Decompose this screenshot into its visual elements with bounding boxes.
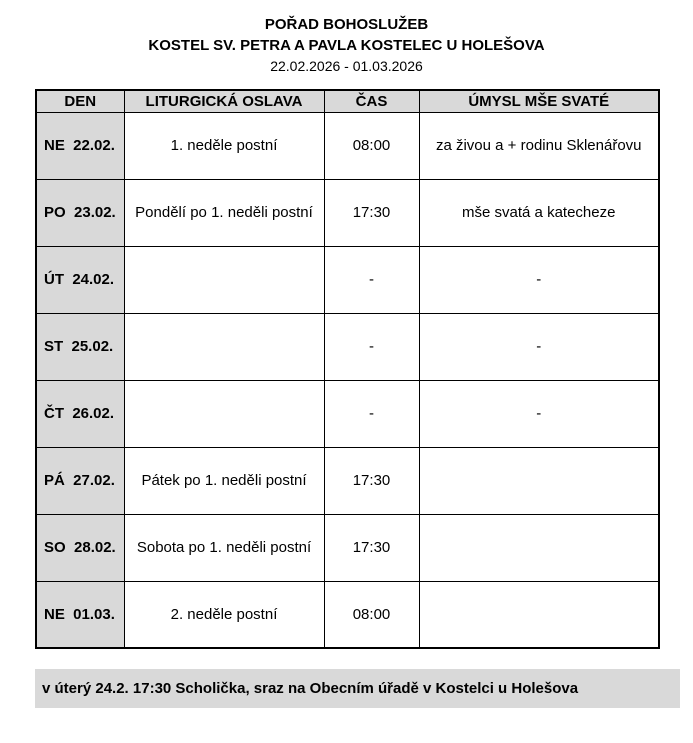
liturgy-cell [124, 246, 324, 313]
liturgy-cell [124, 313, 324, 380]
day-cell: PO 23.02. [36, 179, 124, 246]
table-row [36, 112, 659, 179]
footer-note: v úterý 24.2. 17:30 Scholička, sraz na Obecním úřadě v Kostelci u Holešova [35, 669, 680, 708]
day-cell: ÚT 24.02. [36, 246, 124, 313]
time-cell: - [324, 313, 419, 380]
table-row [36, 246, 659, 313]
intention-cell: - [419, 313, 659, 380]
day-cell: ST 25.02. [36, 313, 124, 380]
document-header [0, 14, 693, 77]
time-cell: 08:00 [324, 581, 419, 648]
day-cell: SO 28.02. [36, 514, 124, 581]
table-row [36, 581, 659, 648]
liturgy-cell: 2. neděle postní [124, 581, 324, 648]
day-cell: NE 01.03. [36, 581, 124, 648]
time-cell: 08:00 [324, 112, 419, 179]
intention-cell: za živou a + rodinu Sklenářovu [419, 112, 659, 179]
liturgy-cell [124, 380, 324, 447]
table-header-row [36, 90, 659, 112]
document-title: POŘAD BOHOSLUŽEB [264, 16, 429, 33]
intention-cell [419, 514, 659, 581]
liturgy-cell: Pátek po 1. neděli postní [124, 447, 324, 514]
intention-cell: - [419, 380, 659, 447]
table-row [36, 313, 659, 380]
intention-cell: mše svatá a katecheze [419, 179, 659, 246]
liturgy-cell: Pondělí po 1. neděli postní [124, 179, 324, 246]
column-header-den: DEN [36, 90, 124, 112]
column-header-oslava: LITURGICKÁ OSLAVA [124, 90, 324, 112]
day-cell: ČT 26.02. [36, 380, 124, 447]
date-range: 22.02.2026 - 01.03.2026 [270, 58, 423, 74]
table-row [36, 380, 659, 447]
table-row [36, 514, 659, 581]
liturgy-cell: 1. neděle postní [124, 112, 324, 179]
column-header-umysl: ÚMYSL MŠE SVATÉ [419, 90, 659, 112]
time-cell: 17:30 [324, 447, 419, 514]
day-cell: PÁ 27.02. [36, 447, 124, 514]
intention-cell [419, 447, 659, 514]
time-cell: 17:30 [324, 179, 419, 246]
time-cell: 17:30 [324, 514, 419, 581]
schedule-table [35, 89, 660, 649]
table-row [36, 447, 659, 514]
column-header-cas: ČAS [324, 90, 419, 112]
table-row [36, 179, 659, 246]
liturgy-cell: Sobota po 1. neděli postní [124, 514, 324, 581]
intention-cell: - [419, 246, 659, 313]
time-cell: - [324, 380, 419, 447]
intention-cell [419, 581, 659, 648]
day-cell: NE 22.02. [36, 112, 124, 179]
time-cell: - [324, 246, 419, 313]
church-name: KOSTEL SV. PETRA A PAVLA KOSTELEC U HOLEŠOVA [148, 37, 545, 54]
